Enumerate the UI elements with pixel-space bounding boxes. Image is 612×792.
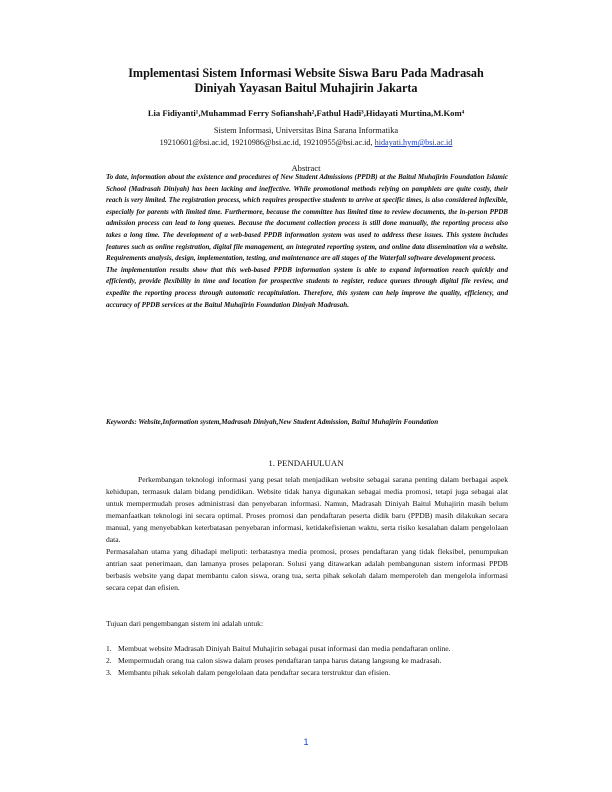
objectives-list	[106, 643, 508, 679]
page-number: 1	[303, 737, 309, 747]
author-emails	[60, 138, 552, 147]
abstract-heading: Abstract	[291, 163, 321, 173]
list-item-text: Membantu pihak sekolah dalam pengelolaan data pendaftar secara terstruktur dan efisien.	[118, 668, 391, 677]
affiliation: Sistem Informasi, Universitas Bina Sarana Informatika	[213, 126, 399, 135]
list-item	[106, 655, 508, 667]
list-item-text: Mempermudah orang tua calon siswa dalam proses pendaftaran tanpa harus datang langsung ke madrasah.	[118, 656, 442, 665]
email-link[interactable]: hidayati.hym@bsi.ac.id	[374, 138, 453, 147]
list-item-text: Membuat website Madrasah Diniyah Baitul Muhajirin sebagai pusat informasi dan media pendaftaran online.	[118, 644, 451, 653]
abstract-paragraph-2: The implementation results show that this web-based PPDB information system is able to expand information reach quickly and efficiently, provide flexibility in time and location for prospective students to register, reduce queues through digital file review, and expedite the reporting process through automatic recapitulation. Therefore, this system can help improve the quality, efficiency, and accuracy of PPDB services at the Baitul Muhajirin Foundation Diniyah Madrasah.	[106, 265, 508, 309]
paper-title-line-2: Diniyah Yayasan Baitul Muhajirin Jakarta	[194, 81, 418, 95]
list-item	[106, 667, 508, 679]
body-paragraph-2: Permasalahan utama yang dihadapi meliputi: terbatasnya media promosi, proses pendaftaran yang tidak fleksibel, penumpukan antrian saat penerimaan, dan lamanya proses pelaporan. Solusi yang ditawarkan adalah pembangunan sistem informasi PPDB berbasis website yang dapat membantu calon siswa, orang tua, serta pihak sekolah dalam memperoleh dan mengelola informasi secara cepat dan efisien.	[106, 547, 508, 592]
email-list: 19210601@bsi.ac.id, 19210986@bsi.ac.id, 19210955@bsi.ac.id,	[159, 138, 375, 147]
abstract-body	[106, 172, 508, 311]
list-item	[106, 643, 508, 655]
paper-title-line-1: Implementasi Sistem Informasi Website Siswa Baru Pada Madrasah	[128, 66, 484, 80]
section-heading: 1. PENDAHULUAN	[268, 458, 344, 468]
list-item-number: 3.	[106, 668, 112, 677]
list-item-number: 1.	[106, 644, 112, 653]
abstract-paragraph-1: To date, information about the existence and procedures of New Student Admissions (PPDB) at the Baitul Muhajirin Foundation Islamic School (Madrasah Diniyah) has been lacking and ineffective. While promotional methods relying on pamphlets are quite costly, their reach is very limited. The registration process, which requires prospective students to arrive at specific times, is also considered inflexible, especially for parents with limited time. Furthermore, because the committee has limited time to review documents, the in-person PPDB admission process can lead to long queues. Because the document collection process is still done manually, the reporting process also takes a long time. The development of a web-based PPDB information system was used to address these issues. This system includes features such as online registration, digital file management, an integrated reporting system, and online data dissemination via a website. Requirements analysis, design, implementation, testing, and maintenance are all stages of the Waterfall software development process.	[106, 173, 508, 263]
body-paragraph-1: Perkembangan teknologi informasi yang pesat telah menjadikan website sebagai sarana penting dalam berbagai aspek kehidupan, termasuk dalam bidang pendidikan. Website tidak hanya digunakan sebagai media promosi, tetapi juga sebagai alat untuk mempermudah proses administrasi dan penyebaran informasi. Namun, Madrasah Diniyah Baitul Muhajirin masih belum memanfaatkan teknologi ini secara optimal. Proses promosi dan pendaftaran peserta didik baru (PPDB) masih dilakukan secara manual, yang menyebabkan keterbatasan penyebaran informasi, ketidakefisienan waktu, serta risiko kesalahan dalam pengelolaan data.	[106, 475, 508, 544]
author-list: Lia Fidiyanti¹,Muhammad Ferry Sofianshah²,Fathul Hadi³,Hidayati Murtina,M.Kom⁴	[147, 108, 465, 118]
list-item-number: 2.	[106, 656, 112, 665]
body-paragraph-3: Tujuan dari pengembangan sistem ini adalah untuk:	[106, 619, 264, 628]
keywords: Keywords: Website,Information system,Madrasah Diniyah,New Student Admission, Baitul Muhajirin Foundation	[106, 418, 439, 426]
